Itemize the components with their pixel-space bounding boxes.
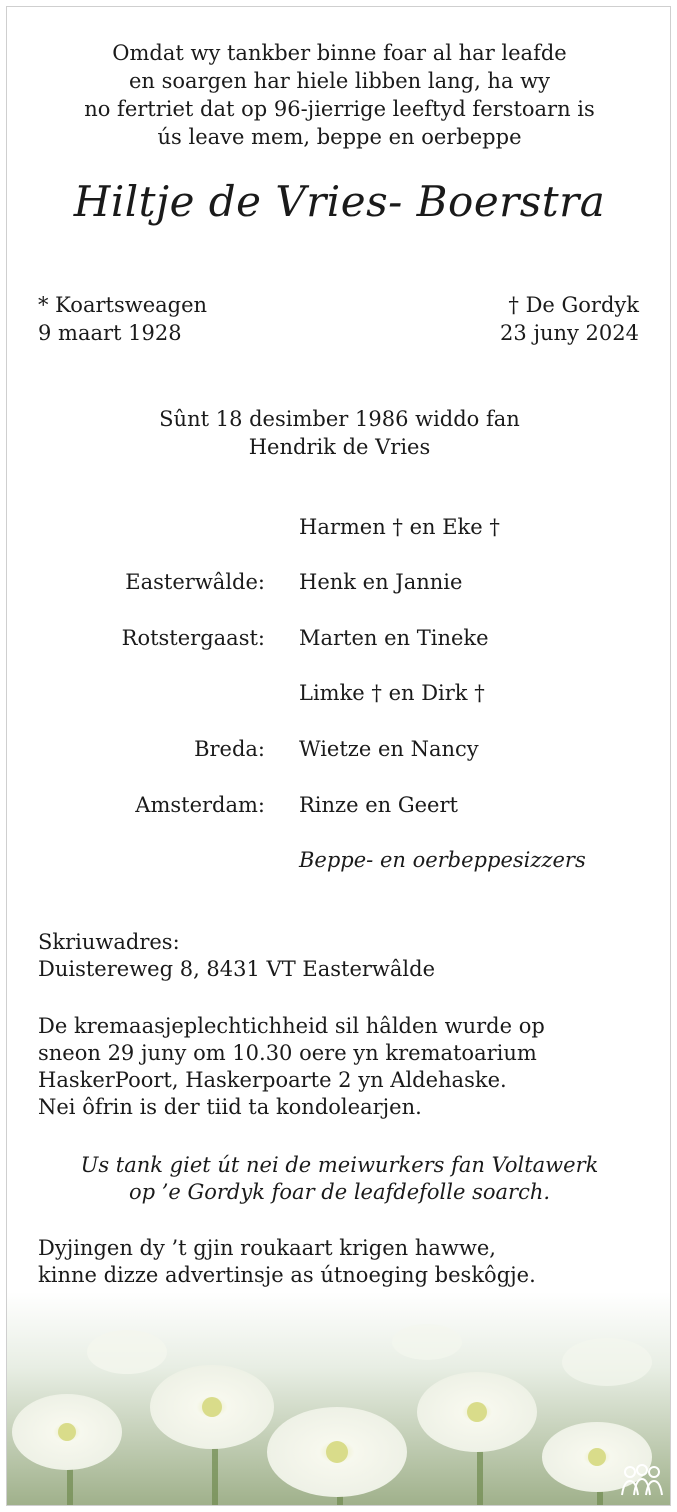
widow-line: Hendrik de Vries [248,435,431,459]
intro-line: en soargen har hiele libben lang, ha wy [129,69,550,93]
family-names: Marten en Tineke [299,626,489,650]
thanks-line: Us tank giet út nei de meiwurkers fan Voltawerk [80,1153,599,1177]
widow-line: Sûnt 18 desimber 1986 widdo fan [159,407,520,431]
family-row [7,845,671,875]
address-line: Duistereweg 8, 8431 VT Easterwâlde [38,957,436,981]
birth-date: 9 maart 1928 [38,321,182,345]
intro-line: Omdat wy tankber binne foar al har leafde [112,41,567,65]
birth-info [38,291,207,347]
address-block [38,929,648,983]
family-place: Breda: [194,737,265,761]
invitation-line: Dyjingen dy ’t gjin roukaart krigen hawwe, [38,1236,496,1260]
family-names: Beppe- en oerbeppesizzers [299,848,586,872]
family-place: Easterwâlde: [125,570,265,594]
intro-line: ús leave mem, beppe en oerbeppe [157,125,522,149]
people-icon [620,1463,664,1499]
family-row [7,678,671,708]
invitation-line: kinne dizze advertinsje as útnoeging beskôgje. [38,1263,536,1287]
ceremony-line: HaskerPoort, Haskerpoarte 2 yn Aldehaske. [38,1068,507,1092]
death-place: † De Gordyk [508,293,639,317]
family-names: Limke † en Dirk † [299,681,485,705]
ceremony-line: Nei ôfrin is der tiid ta kondolearjen. [38,1095,422,1119]
ceremony-line: De kremaasjeplechtichheid sil hâlden wurde op [38,1014,545,1038]
family-place: Rotstergaast: [121,626,265,650]
birth-place: * Koartsweagen [38,293,208,317]
deceased-name: Hiltje de Vries- Boerstra [73,177,606,226]
invitation-block [38,1235,648,1289]
ceremony-block [38,1013,648,1121]
family-names: Rinze en Geert [299,793,458,817]
family-row [7,623,671,653]
ceremony-line: sneon 29 juny om 10.30 oere yn krematoarium [38,1041,537,1065]
flowers-image [7,1292,671,1506]
obituary-card [6,6,671,1506]
death-info [500,291,639,347]
family-place: Amsterdam: [135,793,265,817]
family-row [7,790,671,820]
intro-line: no fertriet dat op 96-jierrige leeftyd ferstoarn is [84,97,595,121]
family-row [7,512,671,542]
family-names: Wietze en Nancy [299,737,479,761]
family-row [7,734,671,764]
family-names: Harmen † en Eke † [299,515,500,539]
thanks-block [7,1152,671,1206]
intro-text [7,39,671,151]
thanks-line: op ’e Gordyk foar de leafdefolle soarch. [128,1180,551,1204]
family-names: Henk en Jannie [299,570,463,594]
family-row [7,567,671,597]
address-label: Skriuwadres: [38,930,180,954]
widow-text [7,405,671,461]
death-date: 23 juny 2024 [500,321,639,345]
